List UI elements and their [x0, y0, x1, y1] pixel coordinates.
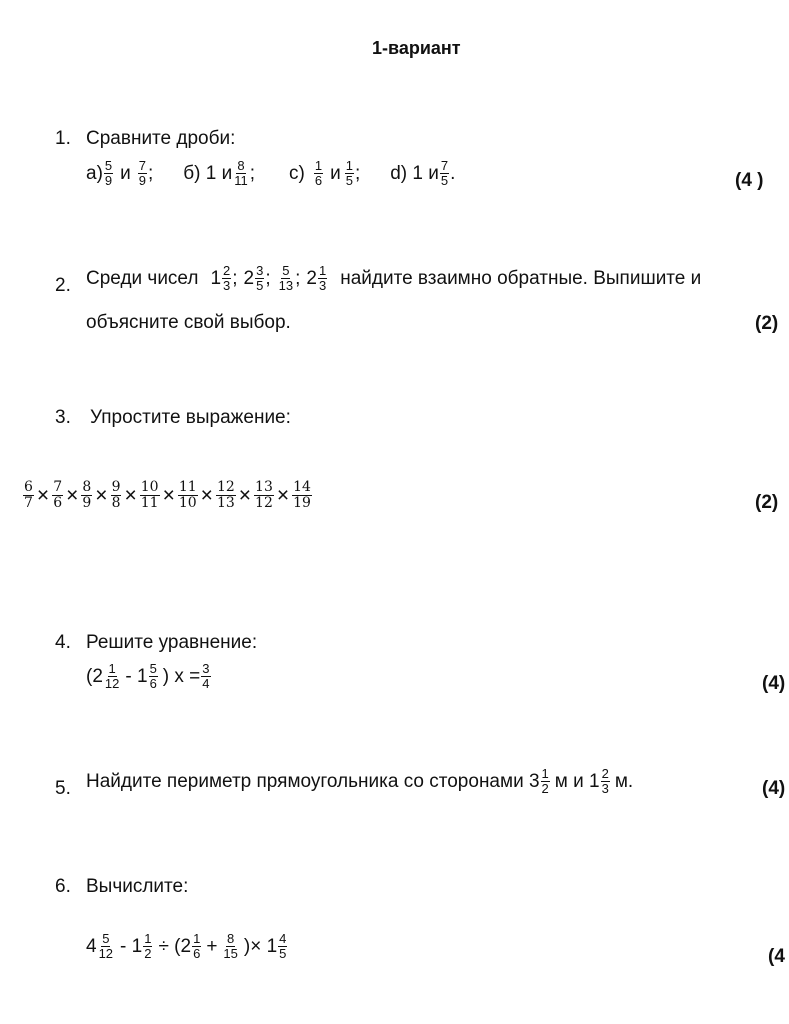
- q6-text: Вычислите:: [86, 876, 189, 897]
- fraction: $\frac{7}{6}$: [53, 479, 63, 512]
- fraction: $\frac{1}{5}$: [345, 158, 353, 189]
- fraction: $\frac{1}{2}$: [144, 931, 152, 962]
- q5-points: (4): [762, 778, 786, 799]
- q6-number: 6.: [55, 876, 71, 897]
- fraction: $\frac{5}{9}$: [104, 158, 113, 189]
- fraction: $\frac{9}{8}$: [111, 479, 121, 512]
- q2-line1: Среди чисел 1 $\frac{2}{3}$ ; 2 $\frac{3}{5}$ ; $\frac{5}{13}$ ; 2 $\frac{1}{3}$ найдите взаимно обратные. Выпишите и: [86, 263, 702, 294]
- q4-text: Решите уравнение:: [86, 632, 258, 653]
- fraction: $\frac{14}{19}$: [293, 479, 311, 512]
- q4-equation: (2 $\frac{1}{12}$ - 1 $\frac{5}{6}$ ) x = $\frac{3}{4}$: [86, 661, 210, 692]
- q6-points: (4: [768, 946, 785, 967]
- q1-b-label: б) 1 и: [183, 162, 233, 184]
- fraction: $\frac{3}{4}$: [202, 661, 210, 692]
- q4-number: 4.: [55, 632, 71, 653]
- times-sign: ×: [36, 483, 50, 507]
- q1-d-label: d) 1 и: [390, 162, 439, 184]
- q1-a-label: а): [86, 162, 103, 184]
- q3-points: (2): [755, 492, 779, 513]
- fraction: $\frac{11}{10}$: [178, 479, 197, 512]
- q4-points: (4): [762, 673, 786, 694]
- fraction: $\frac{3}{5}$: [256, 263, 264, 294]
- fraction: $\frac{10}{11}$: [140, 479, 159, 512]
- q2-number: 2.: [55, 275, 71, 296]
- q1-c-label: c): [289, 162, 305, 184]
- q3-expression: [22, 480, 313, 511]
- fraction: $\frac{12}{13}$: [216, 479, 235, 512]
- fraction: $\frac{2}{3}$: [223, 263, 231, 294]
- fraction: $\frac{8}{15}$: [223, 931, 238, 962]
- page-title: 1-вариант: [372, 38, 461, 58]
- q1-text: Сравните дроби:: [86, 128, 236, 149]
- q2-line2: объясните свой выбор.: [86, 312, 291, 333]
- fraction: $\frac{6}{7}$: [24, 479, 33, 512]
- q1-items: а) $\frac{5}{9}$ и $\frac{7}{9}$ ; б) 1 и $\frac{8}{11}$ ; c) $\frac{1}{6}$ и $\frac{1}{5}$ ; d) 1 и $\frac{7}{5}$ .: [86, 158, 456, 189]
- fraction: $\frac{5}{6}$: [149, 661, 157, 692]
- q3-number: 3.: [55, 407, 71, 428]
- q1-number: 1.: [55, 128, 71, 149]
- q5-text: Найдите периметр прямоугольника со сторонами 3 $\frac{1}{2}$ м и 1 $\frac{2}{3}$ м.: [86, 766, 634, 797]
- fraction: $\frac{5}{13}$: [278, 263, 294, 294]
- fraction: $\frac{1}{6}$: [314, 158, 323, 189]
- q1-points: (4 ): [735, 170, 764, 191]
- fraction: $\frac{5}{12}$: [98, 931, 114, 962]
- fraction: $\frac{1}{12}$: [104, 661, 120, 692]
- q5-number: 5.: [55, 778, 71, 799]
- fraction: $\frac{2}{3}$: [601, 766, 609, 797]
- times-sign: ×: [95, 483, 108, 507]
- fraction: $\frac{1}{2}$: [541, 766, 549, 797]
- times-sign: ×: [124, 483, 137, 507]
- fraction: $\frac{1}{3}$: [318, 263, 327, 294]
- times-sign: ×: [200, 483, 213, 507]
- q2-points: (2): [755, 313, 779, 334]
- fraction: $\frac{8}{9}$: [82, 479, 92, 512]
- times-sign: ×: [66, 483, 79, 507]
- times-sign: ×: [162, 483, 175, 507]
- fraction: $\frac{13}{12}$: [255, 479, 273, 512]
- fraction: $\frac{4}{5}$: [279, 931, 287, 962]
- fraction: $\frac{8}{11}$: [234, 158, 248, 189]
- fraction: $\frac{7}{5}$: [440, 158, 449, 189]
- fraction: $\frac{7}{9}$: [138, 158, 146, 189]
- q6-expression: 4 $\frac{5}{12}$ - 1 $\frac{1}{2}$ ÷ (2 $\frac{1}{6}$ + $\frac{8}{15}$ )× 1 $\frac{4}{5}$: [86, 931, 287, 962]
- fraction: $\frac{1}{6}$: [193, 931, 201, 962]
- times-sign: ×: [276, 483, 290, 507]
- times-sign: ×: [238, 483, 252, 507]
- q3-text: Упростите выражение:: [90, 407, 291, 428]
